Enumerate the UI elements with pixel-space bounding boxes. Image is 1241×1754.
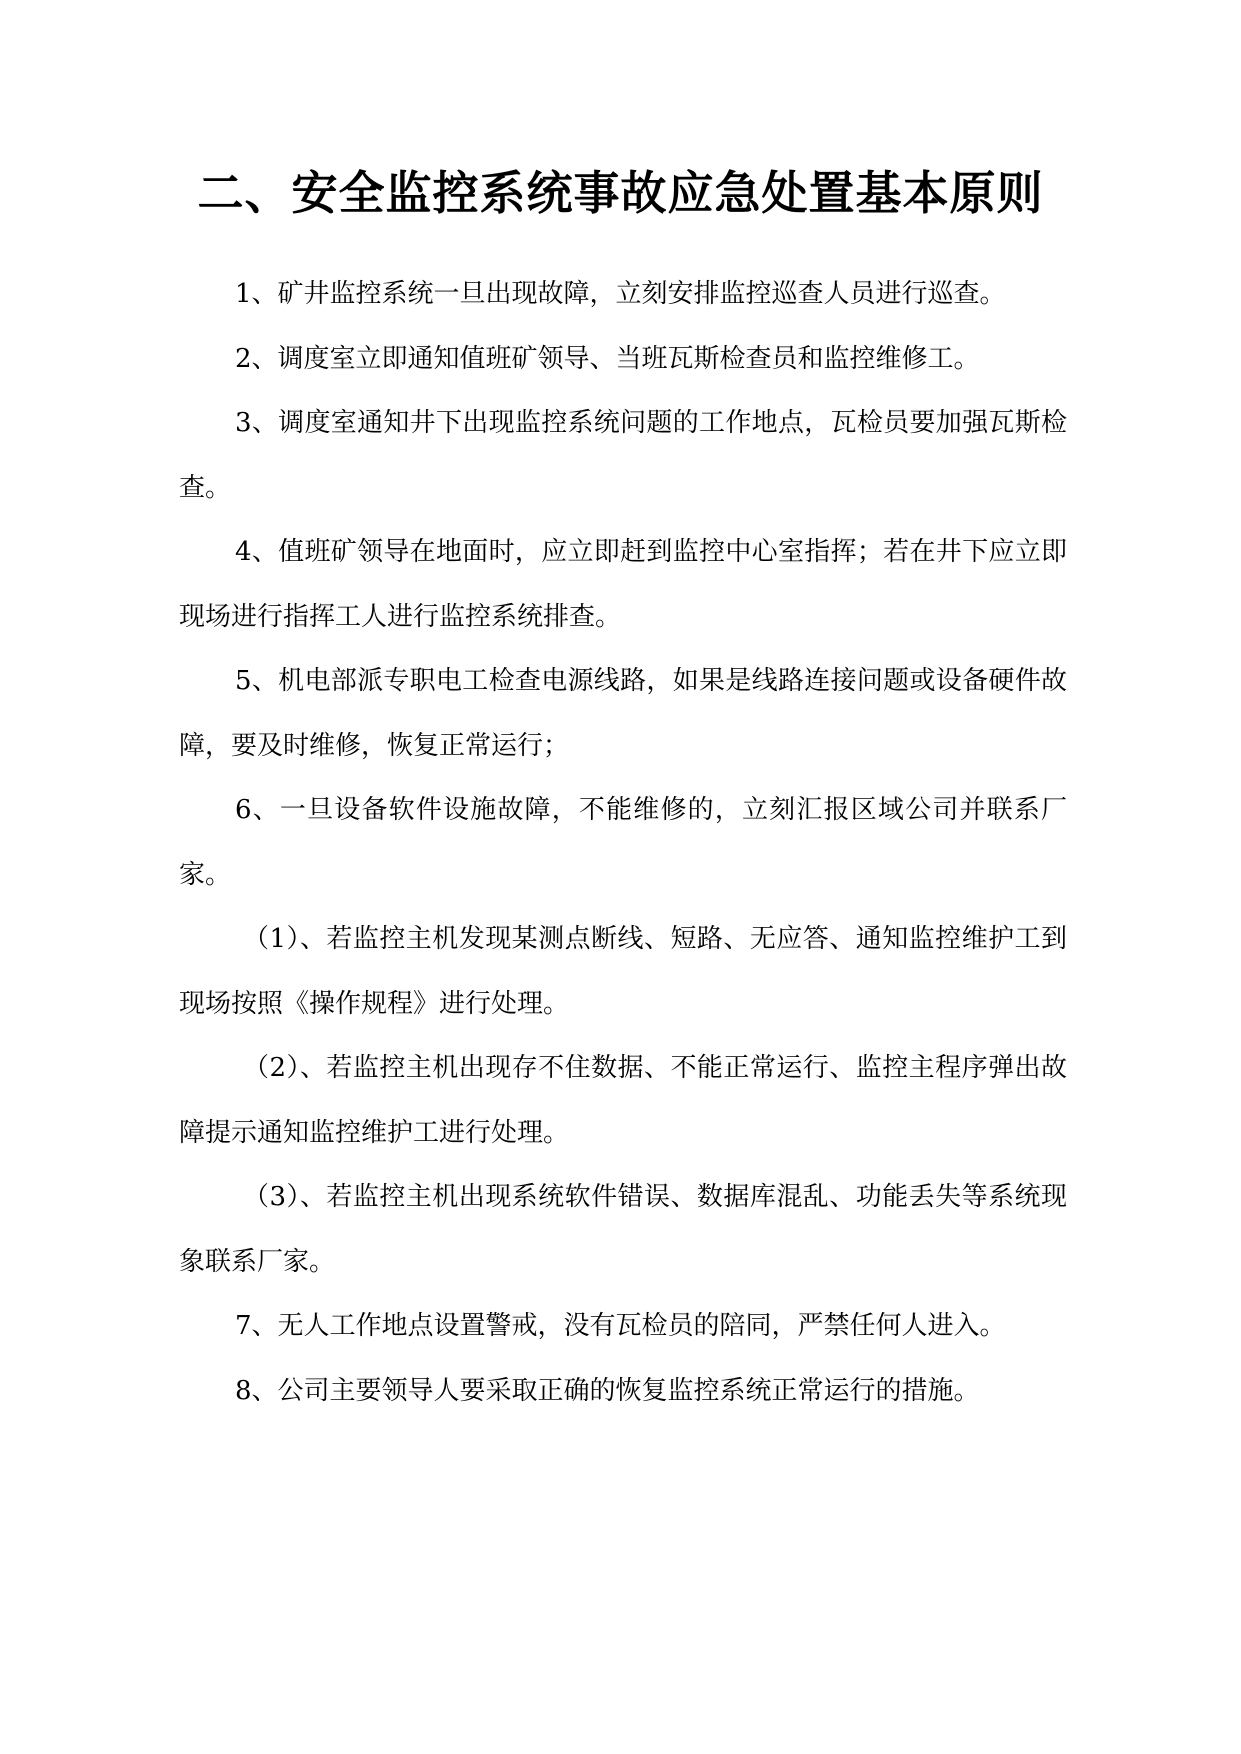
paragraph-7: 7、无人工作地点设置警戒，没有瓦检员的陪同，严禁任何人进入。 (235, 1311, 1006, 1341)
sub-paragraph-3: （3）、若监控主机出现系统软件错误、数据库混乱、功能丢失等系统现象联系厂家。 (179, 1182, 1067, 1277)
sub-paragraph-2: （2）、若监控主机出现存不住数据、不能正常运行、监控主程序弹出故障提示通知监控维护工进行处理。 (179, 1053, 1067, 1148)
document-body (179, 262, 1067, 1423)
paragraph-4: 4、值班矿领导在地面时，应立即赶到监控中心室指挥；若在井下应立即现场进行指挥工人进行监控系统排查。 (179, 537, 1067, 632)
paragraph-2: 2、调度室立即通知值班矿领导、当班瓦斯检查员和监控维修工。 (235, 343, 980, 374)
paragraph-5: 5、机电部派专职电工检查电源线路，如果是线路连接问题或设备硬件故障，要及时维修，恢复正常运行； (179, 666, 1067, 761)
paragraph-1: 1、矿井监控系统一旦出现故障，立刻安排监控巡查人员进行巡查。 (235, 279, 1006, 309)
paragraph-6: 6、一旦设备软件设施故障，不能维修的，立刻汇报区域公司并联系厂家。 (179, 795, 1067, 890)
paragraph-8: 8、公司主要领导人要采取正确的恢复监控系统正常运行的措施。 (235, 1375, 980, 1406)
paragraph-3: 3、调度室通知井下出现监控系统问题的工作地点，瓦检员要加强瓦斯检查。 (179, 408, 1067, 503)
sub-paragraph-1: （1）、若监控主机发现某测点断线、短路、无应答、通知监控维护工到现场按照《操作规程》进行处理。 (179, 924, 1067, 1019)
document-title: 二、安全监控系统事故应急处置基本原则 (197, 166, 1044, 220)
